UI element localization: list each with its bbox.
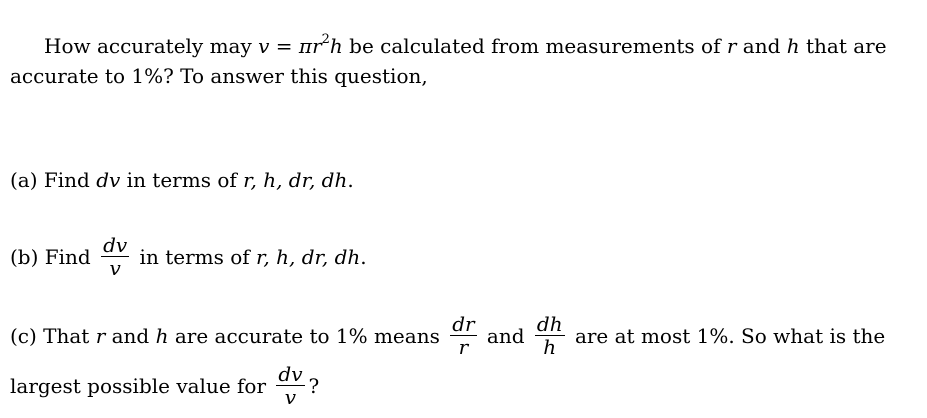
text: .	[347, 168, 354, 192]
var-h: h	[786, 34, 800, 58]
var-dv: dv	[96, 168, 121, 192]
question-mark: ?	[308, 374, 320, 398]
text: in terms of	[133, 245, 257, 269]
intro-line-2: accurate to 1%? To answer this question,	[10, 64, 428, 88]
fraction-dv-over-v	[101, 235, 129, 278]
text: are at most 1%. So what is the	[568, 324, 886, 348]
fraction-denominator: h	[543, 335, 557, 359]
part-b	[10, 233, 367, 280]
part-c-line-1	[10, 312, 886, 359]
part-a	[10, 168, 354, 192]
fraction-numerator: dv	[103, 233, 128, 257]
part-b-label: (b) Find	[10, 245, 98, 269]
formula-h: h	[329, 34, 343, 58]
equals-sign: =	[269, 34, 299, 58]
var-h: h	[155, 324, 169, 348]
text: and	[105, 324, 156, 348]
part-c-label: (c) That	[10, 324, 96, 348]
fraction-numerator: dh	[536, 312, 563, 336]
fraction-denominator: v	[284, 385, 297, 409]
text: .	[360, 245, 367, 269]
fraction-denominator: r	[458, 335, 469, 359]
intro-line-1	[44, 34, 887, 58]
fraction-dv-over-v	[276, 364, 304, 407]
part-c-line-2	[10, 362, 320, 409]
text: are accurate to 1% means	[168, 324, 447, 348]
part-a-label: (a) Find	[10, 168, 97, 192]
variables: r, h, dr, dh	[256, 245, 361, 269]
text: in terms of	[120, 168, 244, 192]
exponent: 2	[321, 32, 330, 48]
fraction-numerator: dv	[278, 362, 303, 386]
formula-pi-r: πr	[298, 34, 322, 58]
fraction-numerator: dr	[452, 312, 475, 336]
text: How accurately may	[44, 34, 259, 58]
text: and	[480, 324, 531, 348]
text: largest possible value for	[10, 374, 273, 398]
text: be calculated from measurements of	[342, 34, 727, 58]
fraction-dr-over-r	[450, 314, 476, 357]
var-r: r	[95, 324, 106, 348]
text: that are	[799, 34, 887, 58]
var-v: v	[258, 34, 270, 58]
variables: r, h, dr, dh	[243, 168, 348, 192]
text: and	[736, 34, 787, 58]
fraction-denominator: v	[109, 256, 121, 280]
fraction-dh-over-h	[535, 314, 565, 357]
var-r: r	[726, 34, 737, 58]
